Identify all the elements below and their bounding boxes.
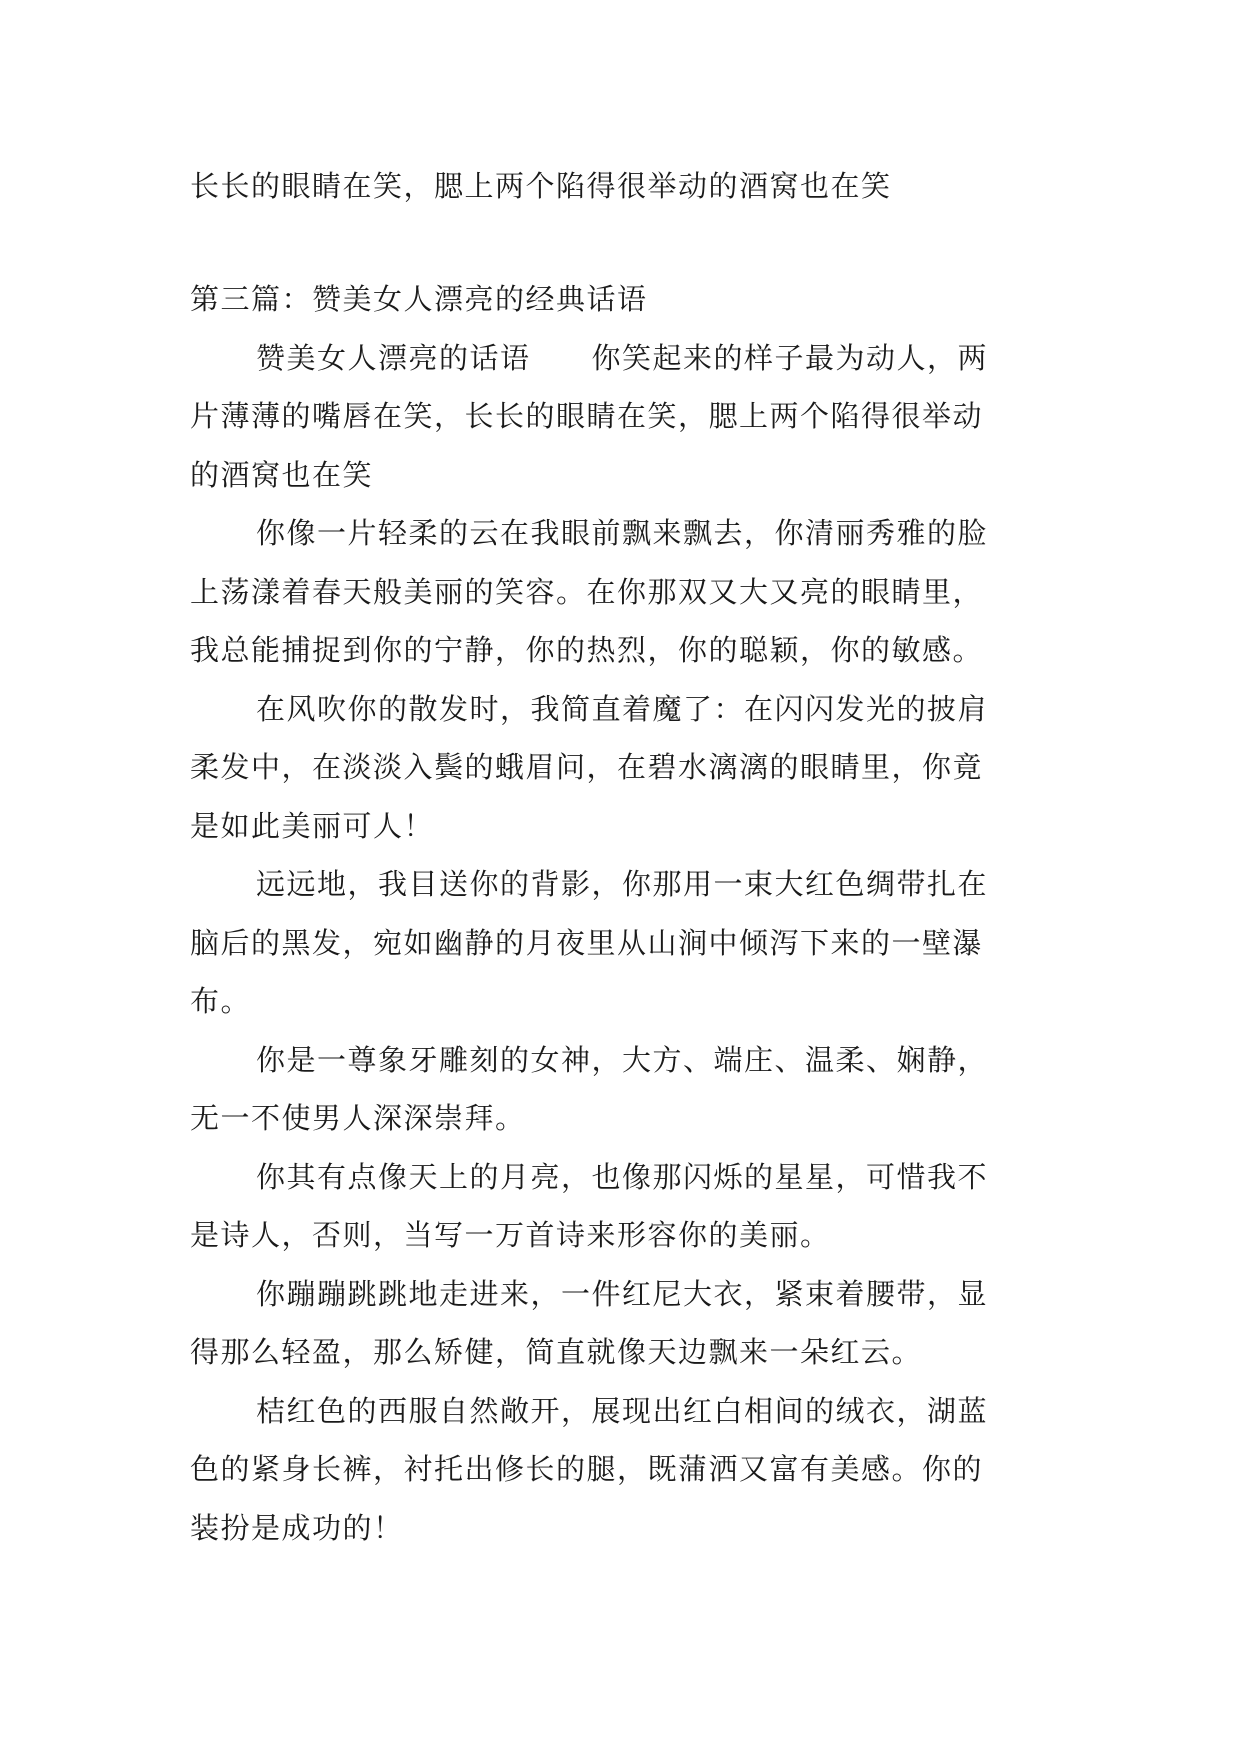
paragraph-line: 装扮是成功的！ xyxy=(190,1510,404,1545)
paragraph-line: 柔发中，在淡淡入鬓的蛾眉问，在碧水漓漓的眼睛里，你竟 xyxy=(190,750,984,784)
paragraph-line: 我总能捕捉到你的宁静，你的热烈，你的聪颖，你的敏感。 xyxy=(190,633,984,667)
paragraph-line: 上荡漾着春天般美丽的笑容。在你那双又大又亮的眼睛里， xyxy=(190,574,984,609)
section-heading: 第三篇：赞美女人漂亮的经典话语 xyxy=(190,282,648,316)
paragraph-line: 你其有点像天上的月亮，也像那闪烁的星星，可惜我不 xyxy=(256,1159,989,1194)
paragraph xyxy=(190,504,1052,680)
fragment-block xyxy=(190,157,1052,216)
paragraph xyxy=(190,1148,1052,1265)
fragment-line: 长长的眼睛在笑，腮上两个陷得很举动的酒窝也在笑 xyxy=(190,169,892,203)
paragraph-line: 你是一尊象牙雕刻的女神，大方、端庄、温柔、娴静， xyxy=(256,1042,989,1077)
paragraph xyxy=(190,329,1052,505)
paragraph-line: 桔红色的西服自然敞开，展现出红白相间的绒衣，湖蓝 xyxy=(256,1393,989,1428)
paragraph-line: 是如此美丽可人！ xyxy=(190,808,435,843)
paragraph-line: 布。 xyxy=(190,984,252,1018)
section-block xyxy=(190,270,1052,1557)
paragraph-line: 的酒窝也在笑 xyxy=(190,457,374,492)
paragraph-line: 你像一片轻柔的云在我眼前飘来飘去，你清丽秀雅的脸 xyxy=(256,516,989,550)
paragraph-line: 得那么轻盈，那么矫健，简直就像天边飘来一朵红云。 xyxy=(190,1335,923,1369)
paragraph-line: 在风吹你的散发时，我简直着魔了：在闪闪发光的披肩 xyxy=(256,691,989,726)
paragraph-line: 片薄薄的嘴唇在笑，长长的眼睛在笑，腮上两个陷得很举动 xyxy=(190,399,984,433)
paragraph-line: 是诗人，否则，当写一万首诗来形容你的美丽。 xyxy=(190,1218,831,1252)
paragraph xyxy=(190,1382,1052,1558)
paragraph-line: 无一不使男人深深崇拜。 xyxy=(190,1101,526,1135)
paragraph-line: 你蹦蹦跳跳地走进来，一件红尼大衣，紧束着腰带，显 xyxy=(256,1276,989,1311)
paragraph-line: 脑后的黑发，宛如幽静的月夜里从山涧中倾泻下来的一壁瀑 xyxy=(190,925,984,960)
paragraph xyxy=(190,1031,1052,1148)
paragraph xyxy=(190,1265,1052,1382)
paragraph-line: 色的紧身长裤，衬托出修长的腿，既蒲洒又富有美感。你的 xyxy=(190,1452,984,1486)
paragraph xyxy=(190,680,1052,856)
paragraph-line: 赞美女人漂亮的话语 你笑起来的样子最为动人，两 xyxy=(256,340,989,375)
paragraph-line: 远远地，我目送你的背影，你那用一束大红色绸带扎在 xyxy=(256,867,989,901)
paragraph xyxy=(190,855,1052,1031)
